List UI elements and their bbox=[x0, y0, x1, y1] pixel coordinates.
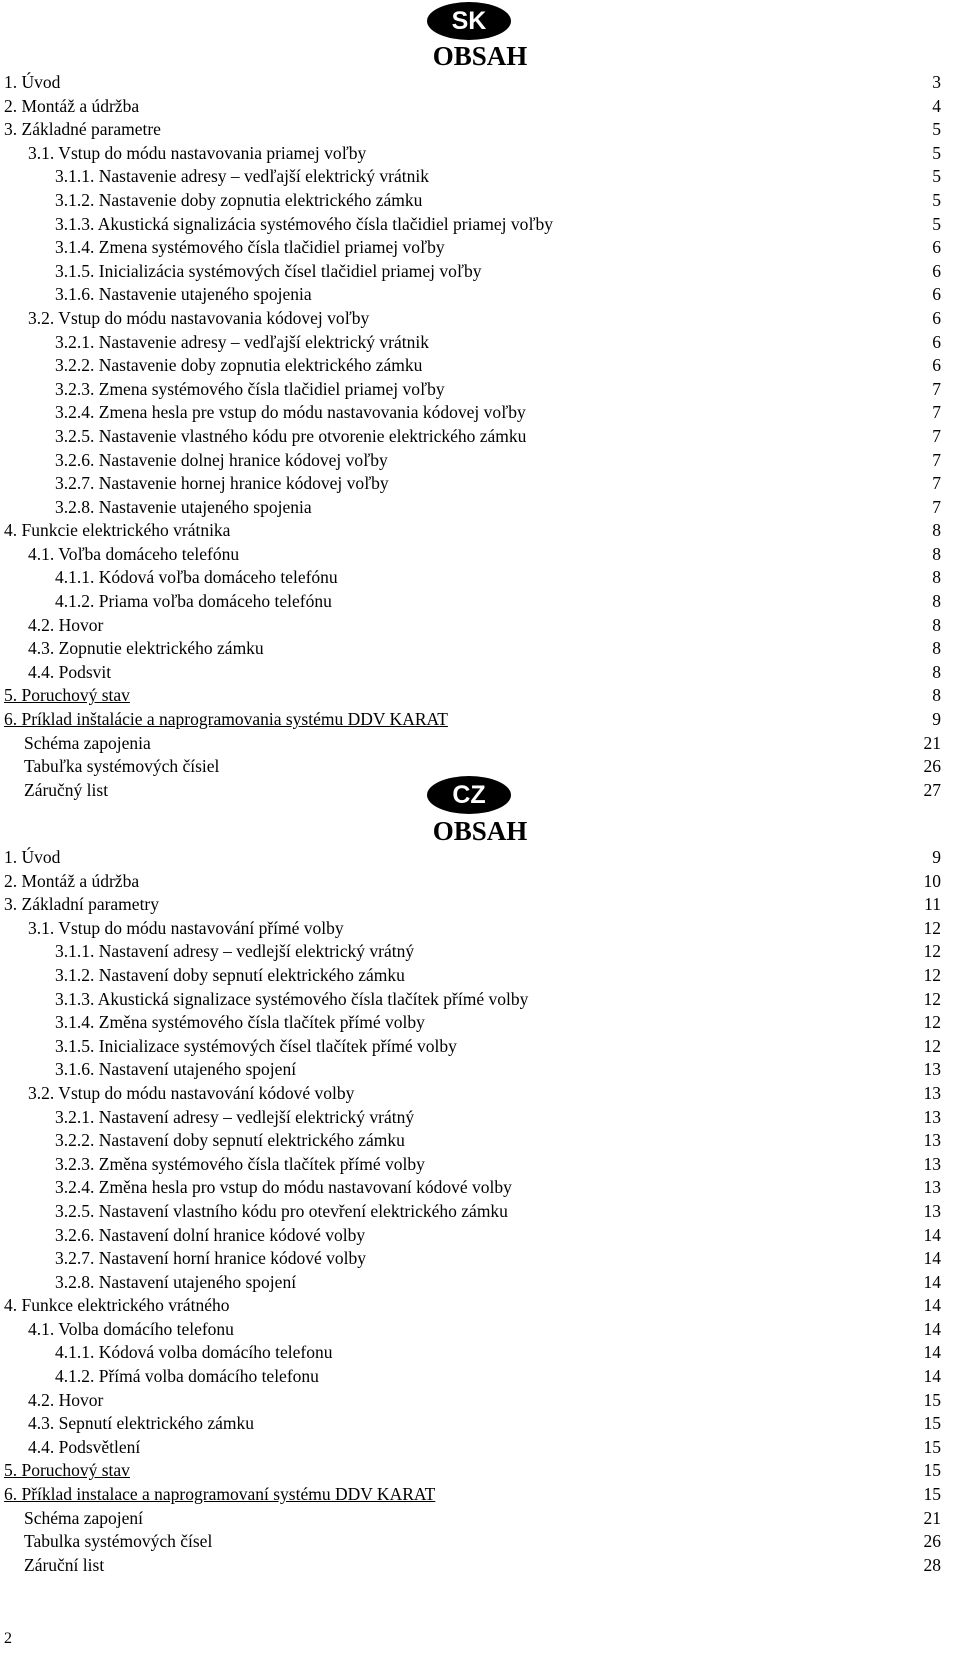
toc-entry[interactable]: 4.2. Hovor 15 bbox=[28, 1389, 941, 1410]
toc-entry[interactable]: 4.4. Podsvětlení 15 bbox=[28, 1436, 941, 1457]
toc-entry[interactable]: Tabuľka systémových čísiel 26 bbox=[24, 756, 941, 777]
sk-toc-list bbox=[0, 71, 960, 802]
toc-entry[interactable]: 3. Základní parametry 11 bbox=[4, 894, 941, 915]
toc-entry[interactable]: 3. Základné parametre 5 bbox=[4, 119, 941, 140]
sk-language-badge: SK bbox=[427, 2, 511, 40]
toc-entry[interactable]: 3.1.2. Nastavení doby sepnutí elektrického zámku 12 bbox=[55, 964, 941, 985]
toc-entry[interactable]: 3.2.3. Zmena systémového čísla tlačidiel priamej voľby 7 bbox=[55, 378, 941, 399]
toc-entry[interactable]: 2. Montáž a údržba 4 bbox=[4, 95, 941, 116]
toc-entry[interactable]: 4.1.2. Přímá volba domácího telefonu 14 bbox=[55, 1366, 941, 1387]
toc-entry-link[interactable]: 5. Poruchový stav 15 bbox=[4, 1460, 941, 1481]
toc-entry[interactable]: 4.3. Zopnutie elektrického zámku 8 bbox=[28, 638, 941, 659]
toc-entry[interactable]: 3.2.2. Nastavení doby sepnutí elektrického zámku 13 bbox=[55, 1130, 941, 1151]
toc-entry[interactable]: 3.1. Vstup do módu nastavování přímé volby 12 bbox=[28, 917, 941, 938]
sk-toc-title: OBSAH bbox=[432, 41, 528, 71]
toc-entry[interactable]: Schéma zapojenia 21 bbox=[24, 732, 941, 753]
toc-entry[interactable]: 3.1.2. Nastavenie doby zopnutia elektrického zámku 5 bbox=[55, 189, 941, 210]
toc-entry[interactable]: 3.2.8. Nastavenie utajeného spojenia 7 bbox=[55, 496, 941, 517]
cz-toc-title: OBSAH bbox=[432, 816, 528, 846]
toc-entry[interactable]: 1. Úvod 9 bbox=[4, 847, 941, 867]
toc-entry[interactable]: 3.2. Vstup do módu nastavování kódové volby 13 bbox=[28, 1082, 941, 1103]
toc-entry[interactable]: 3.2.6. Nastavenie dolnej hranice kódovej voľby 7 bbox=[55, 449, 941, 470]
toc-entry[interactable]: 3.1.3. Akustická signalizace systémového čísla tlačítek přímé volby 12 bbox=[55, 988, 941, 1009]
toc-entry[interactable]: Záruční list 28 bbox=[24, 1554, 941, 1575]
toc-entry[interactable]: 3.2.5. Nastavenie vlastného kódu pre otvorenie elektrického zámku 7 bbox=[55, 425, 941, 446]
toc-entry[interactable]: 3.1.4. Změna systémového čísla tlačítek přímé volby 12 bbox=[55, 1012, 941, 1033]
toc-entry[interactable]: 3.2.2. Nastavenie doby zopnutia elektrického zámku 6 bbox=[55, 355, 941, 376]
toc-entry[interactable]: 3.2.5. Nastavení vlastního kódu pro otevření elektrického zámku 13 bbox=[55, 1200, 941, 1221]
toc-entry[interactable]: Záručný list 27 bbox=[24, 779, 941, 800]
toc-entry-link[interactable]: 6. Příklad instalace a naprogramovaní systému DDV KARAT 15 bbox=[4, 1484, 941, 1505]
toc-entry[interactable]: 3.1.6. Nastavenie utajeného spojenia 6 bbox=[55, 284, 941, 305]
toc-entry[interactable]: 2. Montáž a údržba 10 bbox=[4, 870, 941, 891]
toc-entry[interactable]: 3.2. Vstup do módu nastavovania kódovej voľby 6 bbox=[28, 307, 941, 328]
toc-entry[interactable]: 3.1.3. Akustická signalizácia systémového čísla tlačidiel priamej voľby 5 bbox=[55, 213, 941, 234]
toc-entry[interactable]: 3.2.3. Změna systémového čísla tlačítek přímé volby 13 bbox=[55, 1153, 941, 1174]
toc-entry[interactable]: 3.2.7. Nastavení horní hranice kódové volby 14 bbox=[55, 1248, 941, 1269]
toc-entry[interactable]: 3.2.7. Nastavenie hornej hranice kódovej voľby 7 bbox=[55, 473, 941, 494]
toc-entry[interactable]: 4.3. Sepnutí elektrického zámku 15 bbox=[28, 1413, 941, 1434]
toc-entry[interactable]: 3.1.6. Nastavení utajeného spojení 13 bbox=[55, 1059, 941, 1080]
toc-entry[interactable]: 3.1.1. Nastavenie adresy – vedľajší elektrický vrátnik 5 bbox=[55, 166, 941, 187]
toc-entry[interactable]: 4.1. Voľba domáceho telefónu 8 bbox=[28, 543, 941, 564]
toc-entry[interactable]: 4.1.1. Kódová voľba domáceho telefónu 8 bbox=[55, 567, 941, 588]
toc-entry[interactable]: Tabulka systémových čísel 26 bbox=[24, 1531, 941, 1552]
toc-entry[interactable]: 3.2.1. Nastavenie adresy – vedľajší elektrický vrátnik 6 bbox=[55, 331, 941, 352]
toc-entry[interactable]: 4.1. Volba domácího telefonu 14 bbox=[28, 1318, 941, 1339]
toc-entry[interactable]: 3.2.8. Nastavení utajeného spojení 14 bbox=[55, 1271, 941, 1292]
toc-entry-link[interactable]: 5. Poruchový stav 8 bbox=[4, 685, 941, 706]
cz-language-badge: CZ bbox=[427, 776, 511, 814]
toc-entry[interactable]: 3.2.4. Změna hesla pro vstup do módu nastavovaní kódové volby 13 bbox=[55, 1177, 941, 1198]
toc-entry[interactable]: 3.2.4. Zmena hesla pre vstup do módu nastavovania kódovej voľby 7 bbox=[55, 402, 941, 423]
toc-entry[interactable]: 4. Funkce elektrického vrátného 14 bbox=[4, 1295, 941, 1316]
toc-entry[interactable]: 3.1.5. Inicializace systémových čísel tlačítek přímé volby 12 bbox=[55, 1035, 941, 1056]
toc-entry[interactable]: 4.4. Podsvit 8 bbox=[28, 661, 941, 682]
toc-entry[interactable]: Schéma zapojení 21 bbox=[24, 1507, 941, 1528]
toc-entry[interactable]: 3.1.1. Nastavení adresy – vedlejší elektrický vrátný 12 bbox=[55, 941, 941, 962]
toc-entry[interactable]: 3.2.6. Nastavení dolní hranice kódové volby 14 bbox=[55, 1224, 941, 1245]
cz-toc-list bbox=[0, 846, 960, 1577]
toc-entry-link[interactable]: 6. Príklad inštalácie a naprogramovania systému DDV KARAT 9 bbox=[4, 709, 941, 730]
toc-entry[interactable]: 4.1.2. Priama voľba domáceho telefónu 8 bbox=[55, 591, 941, 612]
toc-entry[interactable]: 3.2.1. Nastavení adresy – vedlejší elektrický vrátný 13 bbox=[55, 1106, 941, 1127]
toc-entry[interactable]: 3.1.4. Zmena systémového čísla tlačidiel priamej voľby 6 bbox=[55, 237, 941, 258]
toc-entry[interactable]: 4.2. Hovor 8 bbox=[28, 614, 941, 635]
toc-entry[interactable]: 4. Funkcie elektrického vrátnika 8 bbox=[4, 520, 941, 541]
toc-entry[interactable]: 1. Úvod 3 bbox=[4, 72, 941, 92]
toc-entry[interactable]: 3.1. Vstup do módu nastavovania priamej voľby 5 bbox=[28, 142, 941, 163]
toc-entry[interactable]: 3.1.5. Inicializácia systémových čísel tlačidiel priamej voľby 6 bbox=[55, 260, 941, 281]
toc-entry[interactable]: 4.1.1. Kódová volba domácího telefonu 14 bbox=[55, 1342, 941, 1363]
page-number: 2 bbox=[4, 1630, 12, 1647]
